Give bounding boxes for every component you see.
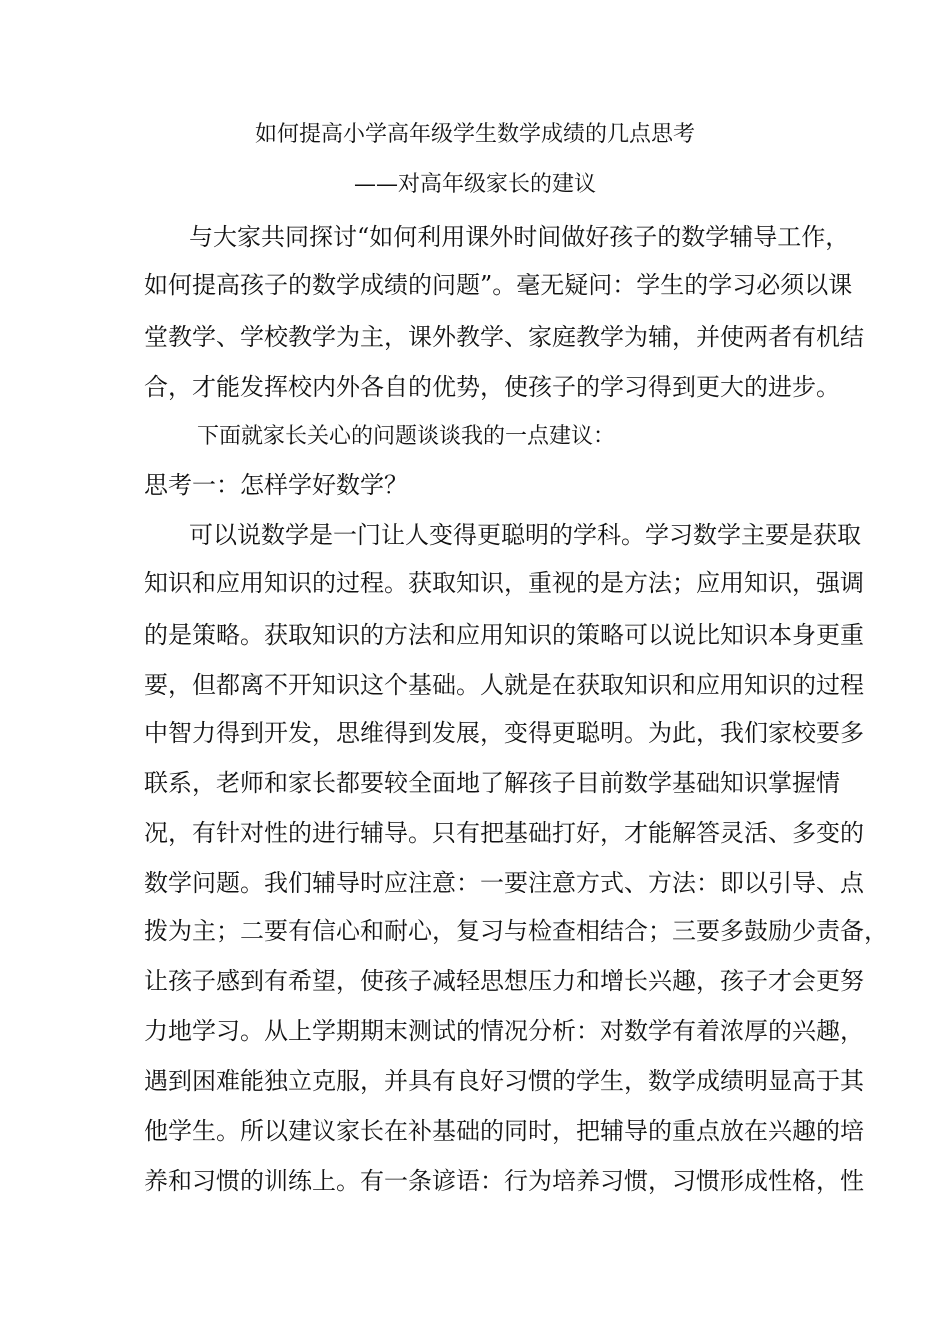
document-subtitle: ——对高年级家长的建议 — [353, 172, 596, 197]
paragraph-line: 养和习惯的训练上。有一条谚语：行为培养习惯，习惯形成性格，性 — [144, 1167, 864, 1195]
document-title: 如何提高小学高年级学生数学成绩的几点思考 — [254, 122, 695, 147]
paragraph-line: 与大家共同探讨“如何利用课外时间做好孩子的数学辅导工作， — [189, 223, 850, 251]
paragraph-line: 知识和应用知识的过程。获取知识，重视的是方法；应用知识，强调 — [144, 569, 864, 597]
paragraph-line: 力地学习。从上学期期末测试的情况分析：对数学有着浓厚的兴趣， — [144, 1017, 864, 1045]
paragraph-line: 要，但都离不开知识这个基础。人就是在获取知识和应用知识的过程 — [144, 671, 864, 699]
paragraph-line: 他学生。所以建议家长在补基础的同时，把辅导的重点放在兴趣的培 — [144, 1117, 864, 1145]
paragraph-line: 拨为主；二要有信心和耐心，复习与检查相结合；三要多鼓励少责备， — [144, 917, 888, 945]
paragraph-line: 如何提高孩子的数学成绩的问题”。毫无疑问：学生的学习必须以课 — [144, 271, 853, 299]
paragraph-line: 堂教学、学校教学为主，课外教学、家庭教学为辅，并使两者有机结 — [144, 323, 864, 351]
paragraph-line: 让孩子感到有希望，使孩子减轻思想压力和增长兴趣，孩子才会更努 — [144, 967, 864, 995]
paragraph-line: 可以说数学是一门让人变得更聪明的学科。学习数学主要是获取 — [189, 521, 861, 549]
paragraph-line: 合，才能发挥校内外各自的优势，使孩子的学习得到更大的进步。 — [144, 373, 840, 401]
paragraph-line: 的是策略。获取知识的方法和应用知识的策略可以说比知识本身更重 — [144, 621, 864, 649]
section-heading: 思考一：怎样学好数学？ — [144, 471, 408, 499]
paragraph-line: 况，有针对性的进行辅导。只有把基础打好，才能解答灵活、多变的 — [144, 819, 864, 847]
paragraph-line: 下面就家长关心的问题谈谈我的一点建议： — [197, 424, 616, 449]
paragraph-line: 联系，老师和家长都要较全面地了解孩子目前数学基础知识掌握情 — [144, 769, 840, 797]
paragraph-line: 数学问题。我们辅导时应注意：一要注意方式、方法：即以引导、点 — [144, 869, 864, 897]
paragraph-line: 中智力得到开发，思维得到发展，变得更聪明。为此，我们家校要多 — [144, 719, 864, 747]
paragraph-line: 遇到困难能独立克服，并具有良好习惯的学生，数学成绩明显高于其 — [144, 1067, 864, 1095]
